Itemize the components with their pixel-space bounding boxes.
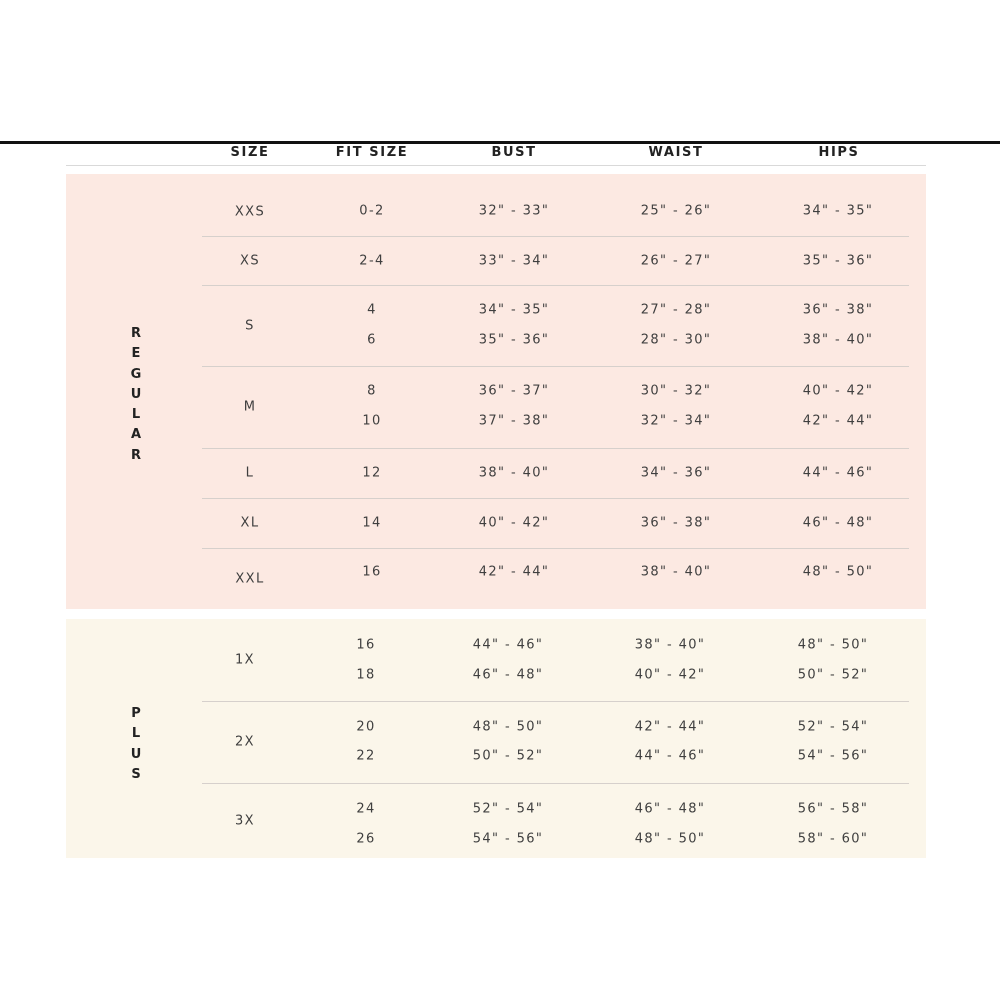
section-label-letter: E: [131, 346, 141, 362]
size-cell: XL: [240, 515, 260, 531]
section-label-letter: L: [131, 407, 141, 423]
size-cell: 2X: [235, 734, 255, 750]
table-row: [202, 548, 909, 609]
bust-cell: 52" - 54": [472, 801, 544, 817]
bust-cell: 35" - 36": [478, 332, 550, 348]
fit-cell: 4: [367, 302, 377, 318]
table-row: [202, 236, 909, 286]
hips-cell: 34" - 35": [802, 203, 874, 219]
section-label-letter: U: [130, 746, 142, 762]
table-row: [202, 619, 909, 702]
section-label-letter: U: [130, 386, 142, 402]
waist-cell: 32" - 34": [640, 413, 712, 429]
bust-cell: 36" - 37": [478, 383, 550, 399]
regular-section-label: [128, 324, 144, 466]
header-waist: WAIST: [648, 145, 704, 160]
table-row: [202, 701, 909, 784]
fit-cell: 6: [367, 332, 377, 348]
plus-section: [66, 619, 926, 858]
fit-cell: 16: [362, 564, 382, 580]
bust-cell: 46" - 48": [472, 667, 544, 683]
fit-cell: 26: [356, 831, 376, 847]
fit-cell: 2-4: [359, 253, 385, 269]
fit-cell: 12: [362, 465, 382, 481]
bust-cell: 34" - 35": [478, 302, 550, 318]
waist-cell: 27" - 28": [640, 302, 712, 318]
regular-section: [66, 174, 926, 609]
table-row: [202, 187, 909, 237]
waist-cell: 38" - 40": [634, 637, 706, 653]
hips-cell: 48" - 50": [797, 637, 869, 653]
fit-cell: 0-2: [359, 203, 385, 219]
hips-cell: 56" - 58": [797, 801, 869, 817]
section-label-letter: P: [131, 706, 141, 721]
size-cell: XS: [240, 253, 260, 268]
section-label-letter: A: [130, 427, 142, 443]
fit-cell: 14: [362, 515, 382, 531]
hips-cell: 58" - 60": [797, 831, 869, 847]
header-hips: HIPS: [818, 145, 860, 160]
fit-cell: 18: [356, 667, 376, 683]
table-row: [202, 366, 909, 449]
bust-cell: 38" - 40": [478, 465, 550, 481]
fit-cell: 10: [362, 413, 382, 429]
hips-cell: 35" - 36": [802, 253, 874, 269]
waist-cell: 28" - 30": [640, 332, 712, 348]
bust-cell: 50" - 52": [472, 748, 544, 764]
waist-cell: 42" - 44": [634, 719, 706, 735]
waist-cell: 26" - 27": [640, 253, 712, 269]
bust-cell: 54" - 56": [472, 831, 544, 847]
size-cell: S: [245, 318, 255, 333]
hips-cell: 42" - 44": [802, 413, 874, 429]
table-row: [202, 285, 909, 367]
bust-cell: 40" - 42": [478, 515, 550, 531]
hips-cell: 38" - 40": [802, 332, 874, 348]
hips-cell: 48" - 50": [802, 564, 874, 580]
hips-cell: 50" - 52": [797, 667, 869, 683]
waist-cell: 44" - 46": [634, 748, 706, 764]
fit-cell: 16: [356, 637, 376, 653]
size-cell: 1X: [235, 652, 255, 668]
table-row: [202, 448, 909, 499]
table-row: [202, 498, 909, 549]
bust-cell: 33" - 34": [478, 253, 550, 269]
hips-cell: 36" - 38": [802, 302, 874, 318]
bust-cell: 37" - 38": [478, 413, 550, 429]
waist-cell: 40" - 42": [634, 667, 706, 683]
bust-cell: 48" - 50": [472, 719, 544, 735]
header-bust: BUST: [491, 145, 537, 160]
hips-cell: 40" - 42": [802, 383, 874, 399]
fit-cell: 24: [356, 801, 376, 817]
size-cell: L: [245, 465, 255, 481]
bust-cell: 32" - 33": [478, 203, 550, 219]
size-cell: XXL: [235, 571, 265, 586]
waist-cell: 30" - 32": [640, 383, 712, 399]
section-label-letter: R: [130, 326, 141, 341]
table-header: [66, 143, 926, 166]
section-label-letter: S: [131, 766, 141, 782]
bust-cell: 44" - 46": [472, 637, 544, 653]
table-row: [202, 783, 909, 858]
section-label-letter: R: [130, 447, 141, 463]
hips-cell: 44" - 46": [802, 465, 874, 481]
section-label-letter: L: [131, 726, 141, 742]
fit-cell: 8: [367, 383, 377, 399]
header-size: SIZE: [230, 145, 270, 160]
waist-cell: 34" - 36": [640, 465, 712, 481]
fit-cell: 22: [356, 748, 376, 764]
waist-cell: 36" - 38": [640, 515, 712, 531]
hips-cell: 54" - 56": [797, 748, 869, 764]
hips-cell: 46" - 48": [802, 515, 874, 531]
plus-section-label: [128, 704, 144, 785]
waist-cell: 48" - 50": [634, 831, 706, 847]
header-fit-size: FIT SIZE: [335, 145, 409, 160]
waist-cell: 25" - 26": [640, 203, 712, 219]
hips-cell: 52" - 54": [797, 719, 869, 735]
section-label-letter: G: [130, 366, 142, 382]
size-cell: M: [243, 399, 257, 415]
waist-cell: 46" - 48": [634, 801, 706, 817]
waist-cell: 38" - 40": [640, 564, 712, 580]
size-cell: XXS: [234, 204, 266, 219]
size-cell: 3X: [235, 813, 255, 828]
bust-cell: 42" - 44": [478, 564, 550, 580]
fit-cell: 20: [356, 719, 376, 735]
